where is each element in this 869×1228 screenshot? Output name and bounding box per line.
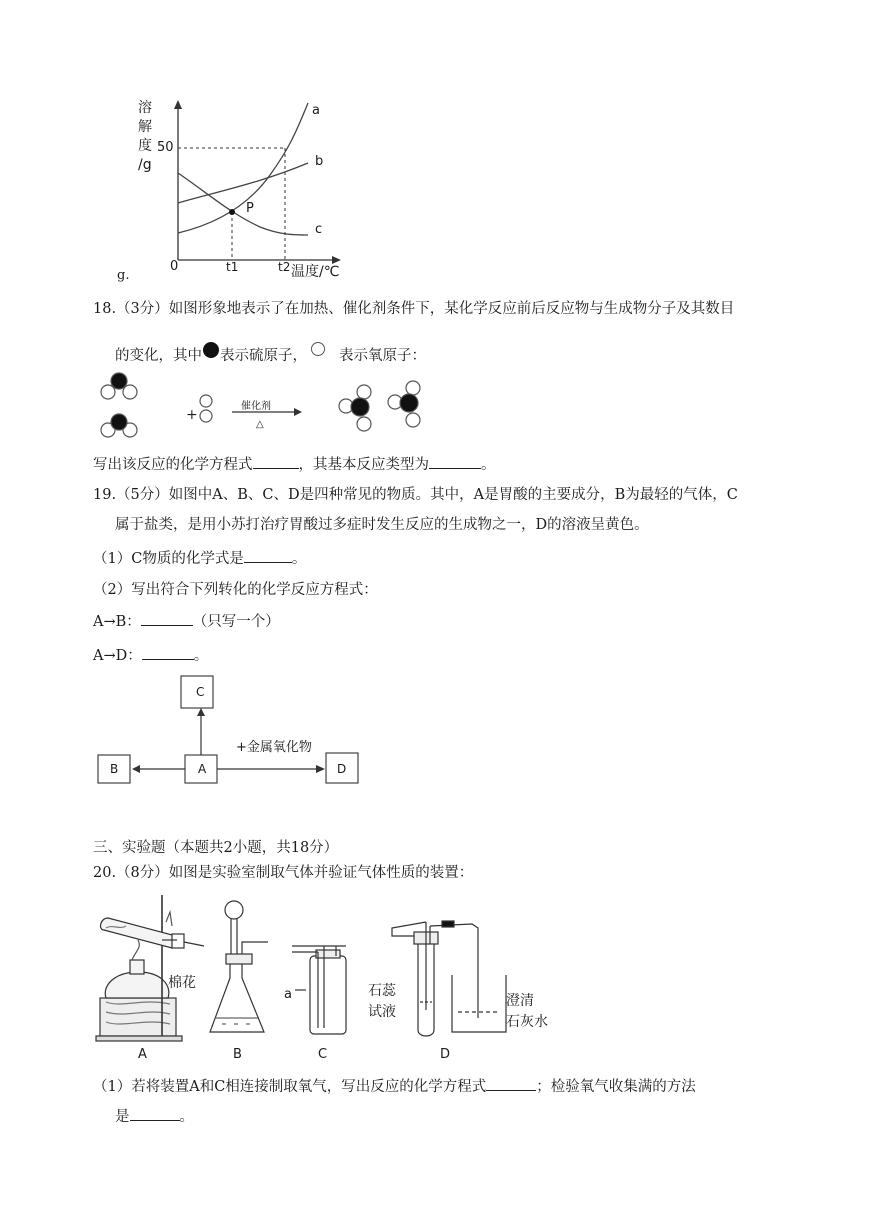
x-axis-label: 温度/℃ bbox=[291, 264, 340, 280]
apparatus-d bbox=[392, 921, 506, 1036]
box-c-label: C bbox=[196, 685, 205, 699]
cotton-label: 棉花 bbox=[168, 975, 196, 991]
arrow-heat: △ bbox=[256, 419, 264, 430]
apparatus-b-label: B bbox=[233, 1047, 242, 1062]
curve-a-label: a bbox=[312, 103, 320, 118]
q19-line2: 属于盐类，是用小苏打治疗胃酸过多症时发生反应的生成物之一，D的溶液呈黄色。 bbox=[115, 517, 649, 533]
curve-c bbox=[178, 173, 308, 235]
q19-sub1: （1）C物质的化学式是 。 bbox=[93, 548, 306, 569]
litmus-label-2: 试液 bbox=[368, 1004, 396, 1020]
limewater-label-2: 石灰水 bbox=[506, 1014, 548, 1030]
q18-line1: 18.（3分）如图形象地表示了在加热、催化剂条件下，某化学反应前后反应物与生成物分子及其数目 bbox=[93, 301, 735, 317]
q20-sub1-cont: 是 。 bbox=[115, 1106, 194, 1127]
q20-sub1: （1）若将装置A和C相连接制取氧气，写出反应的化学方程式 ；检验氧气收集满的方法 bbox=[93, 1076, 696, 1097]
solubility-graph bbox=[130, 95, 360, 285]
q18-line2-b: 表示硫原子， bbox=[220, 348, 307, 364]
g-tail: g. bbox=[117, 268, 130, 283]
apparatus-b bbox=[210, 901, 268, 1032]
arrow-label-metal-oxide: +金属氧化物 bbox=[236, 740, 312, 755]
so2-molecule bbox=[101, 414, 137, 437]
molecule-reaction-diagram bbox=[92, 368, 452, 440]
ylabel-2: 解 bbox=[138, 119, 152, 135]
box-d-label: D bbox=[337, 762, 347, 776]
curve-a bbox=[178, 103, 308, 233]
so3-molecule bbox=[339, 385, 371, 431]
y-tick-50: 50 bbox=[157, 140, 174, 155]
q18-line2 bbox=[115, 342, 426, 366]
curve-c-label: c bbox=[315, 222, 323, 237]
curve-b-label: b bbox=[315, 154, 324, 169]
apparatus-a bbox=[96, 895, 204, 1041]
a-port-label: a bbox=[284, 987, 292, 1002]
point-p bbox=[229, 209, 235, 215]
q19-ab: A→B： （只写一个） bbox=[93, 611, 280, 632]
limewater-label-1: 澄清 bbox=[506, 993, 534, 1009]
arrow-catalyst: 催化剂 bbox=[241, 401, 271, 412]
litmus-label-1: 石蕊 bbox=[368, 983, 396, 999]
q19-ad: A→D： 。 bbox=[93, 645, 208, 666]
curve-b bbox=[178, 163, 308, 203]
t1-label: t1 bbox=[226, 260, 239, 274]
apparatus-d-label: D bbox=[440, 1047, 451, 1062]
q18-line2-a: 的变化，其中 bbox=[115, 348, 202, 364]
box-a-label: A bbox=[198, 762, 207, 776]
apparatus-a-label: A bbox=[138, 1047, 147, 1062]
q20-line1: 20.（8分）如图是实验室制取气体并验证气体性质的装置： bbox=[93, 865, 474, 881]
q19-sub2: （2）写出符合下列转化的化学反应方程式： bbox=[93, 582, 378, 598]
ylabel-4: /g bbox=[138, 157, 152, 173]
q18-line3: 写出该反应的化学方程式 ，其基本反应类型为 。 bbox=[93, 454, 496, 475]
section3-heading: 三、实验题（本题共2小题，共18分） bbox=[93, 840, 339, 856]
apparatus-c bbox=[292, 946, 346, 1034]
so3-molecule bbox=[388, 381, 420, 427]
apparatus-c-label: C bbox=[318, 1047, 328, 1062]
oxygen-atom-icon bbox=[311, 342, 325, 356]
q18-line2-c: 表示氧原子： bbox=[339, 348, 426, 364]
plus-sign: + bbox=[186, 407, 198, 423]
so2-molecule bbox=[101, 373, 137, 399]
box-b-label: B bbox=[110, 762, 119, 776]
q19-line1: 19.（5分）如图中A、B、C、D是四种常见的物质。其中，A是胃酸的主要成分，B为最轻的气体，C bbox=[93, 487, 738, 503]
sulfur-atom-icon bbox=[203, 342, 219, 358]
t2-label: t2 bbox=[278, 260, 291, 274]
ylabel-3: 度 bbox=[138, 138, 152, 154]
o2-molecule bbox=[200, 395, 212, 422]
point-p-label: P bbox=[246, 201, 254, 216]
substance-flow-diagram bbox=[92, 672, 372, 792]
origin-label: 0 bbox=[170, 259, 179, 274]
lab-apparatus-diagram bbox=[92, 890, 562, 1060]
ylabel-1: 溶 bbox=[138, 100, 152, 116]
